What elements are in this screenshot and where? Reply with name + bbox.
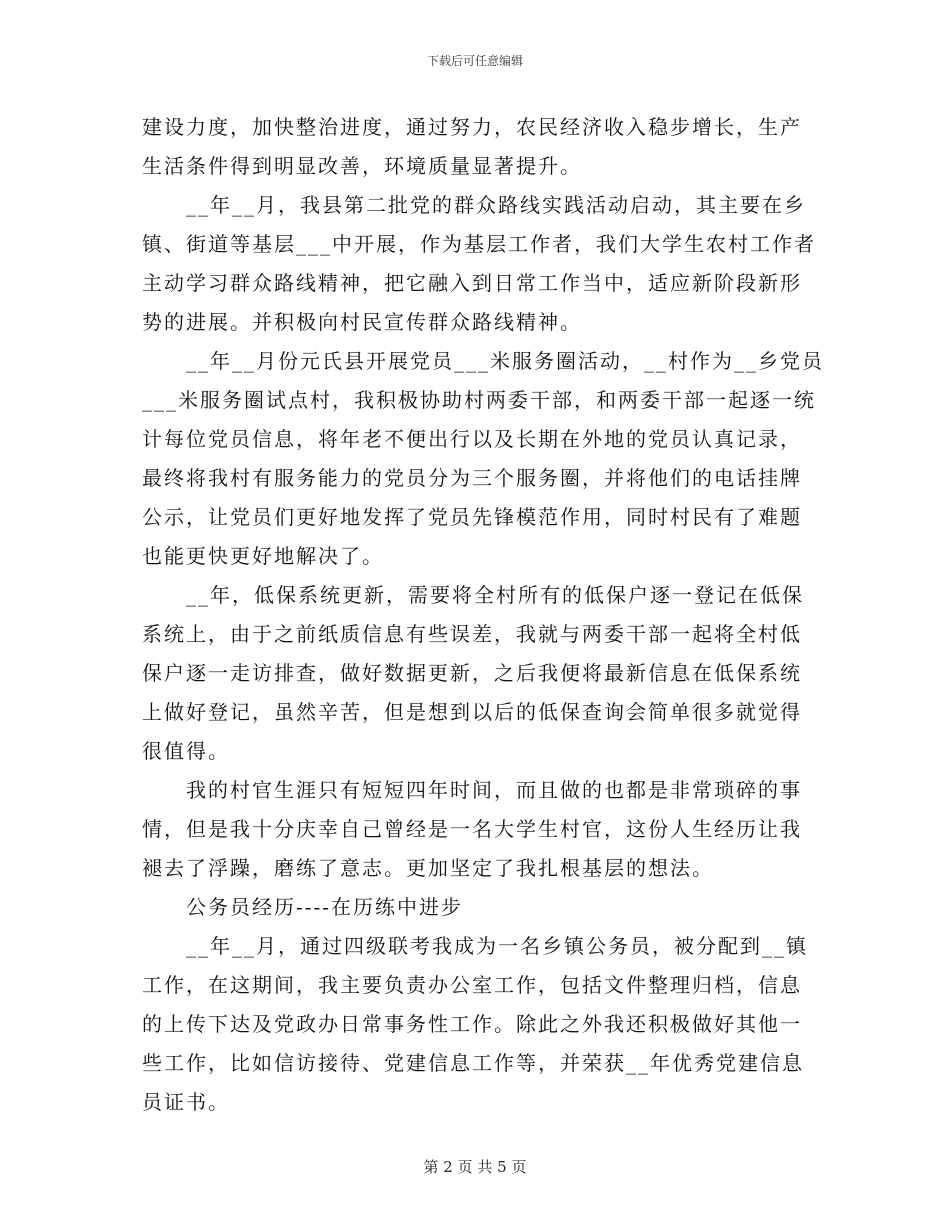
text-line: 公示，让党员们更好地发挥了党员先锋模范作用，同时村民有了难题 <box>142 505 802 529</box>
text-line: 褪去了浮躁，磨练了意志。更加坚定了我扎根基层的想法。 <box>142 856 714 880</box>
text-line: 生活条件得到明显改善，环境质量显著提升。 <box>142 154 582 178</box>
text-line: 很值得。 <box>142 739 230 763</box>
text-line: 我的村官生涯只有短短四年时间，而且做的也都是非常琐碎的事 <box>142 778 802 802</box>
text-line: 势的进展。并积极向村民宣传群众路线精神。 <box>142 310 582 334</box>
text-line: 系统上，由于之前纸质信息有些误差，我就与两委干部一起将全村低 <box>142 622 802 646</box>
section-heading: 公务员经历----在历练中进步 <box>142 895 464 919</box>
text-line: 情，但是我十分庆幸自己曾经是一名大学生村官，这份人生经历让我 <box>142 817 802 841</box>
text-line: __年，低保系统更新，需要将全村所有的低保户逐一登记在低保 <box>142 583 804 607</box>
text-line: 员证书。 <box>142 1090 230 1114</box>
text-line: 计每位党员信息，将年老不便出行以及长期在外地的党员认真记录， <box>142 427 802 451</box>
text-line: 些工作，比如信访接待、党建信息工作等，并荣获__年优秀党建信息 <box>142 1051 804 1075</box>
text-line: 也能更快更好地解决了。 <box>142 544 384 568</box>
text-line: 主动学习群众路线精神，把它融入到日常工作当中，适应新阶段新形 <box>142 271 802 295</box>
text-line: 镇、街道等基层___中开展，作为基层工作者，我们大学生农村工作者 <box>142 232 816 256</box>
text-line: __年__月，通过四级联考我成为一名乡镇公务员，被分配到__镇 <box>142 934 808 958</box>
text-line: 工作，在这期间，我主要负责办公室工作，包括文件整理归档，信息 <box>142 973 802 997</box>
text-line: 上做好登记，虽然辛苦，但是想到以后的低保查询会简单很多就觉得 <box>142 700 802 724</box>
header-note: 下载后可任意编辑 <box>426 54 523 68</box>
text-line: __年__月份元氏县开展党员___米服务圈活动，__村作为__乡党员 <box>142 349 824 373</box>
body-text <box>142 108 822 1122</box>
text-line: 的上传下达及党政办日常事务性工作。除此之外我还积极做好其他一 <box>142 1012 802 1036</box>
text-line: __年__月，我县第二批党的群众路线实践活动启动，其主要在乡 <box>142 193 806 217</box>
text-line: 建设力度，加快整治进度，通过努力，农民经济收入稳步增长，生产 <box>142 115 802 139</box>
text-line: 保户逐一走访排查，做好数据更新，之后我便将最新信息在低保系统 <box>142 661 802 685</box>
text-line: 最终将我村有服务能力的党员分为三个服务圈，并将他们的电话挂牌 <box>142 466 802 490</box>
page-number: 第 2 页 共 5 页 <box>423 1158 527 1176</box>
text-line: ___米服务圈试点村，我积极协助村两委干部，和两委干部一起逐一统 <box>142 388 816 412</box>
